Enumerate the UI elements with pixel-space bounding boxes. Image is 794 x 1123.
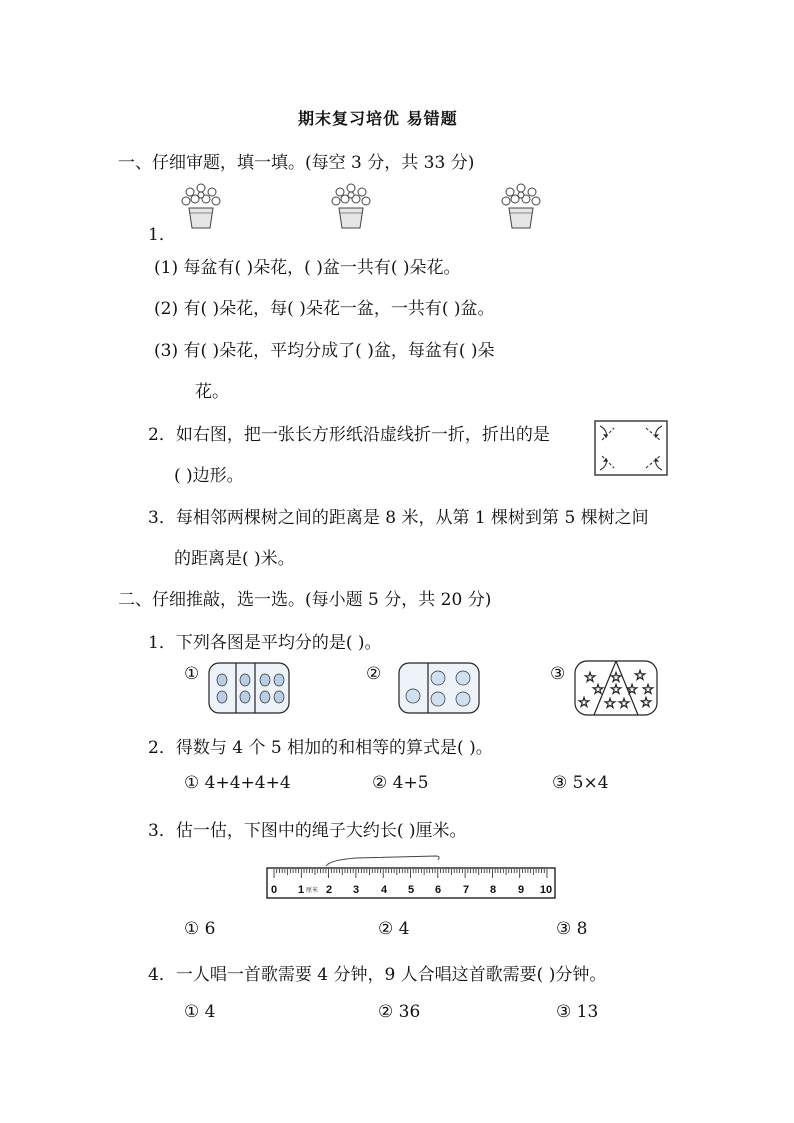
ruler-label-5: 5 (407, 884, 415, 896)
flower-pot-image-1 (178, 182, 224, 232)
ruler-label-4: 4 (380, 884, 388, 896)
ruler-label-10: 10 (539, 884, 553, 896)
section1-heading: 一、仔细审题，填一填。(每空 3 分，共 33 分) (118, 153, 475, 173)
q1-sub1: (1) 每盆有( )朵花，( )盆一共有( )朵花。 (154, 258, 461, 278)
s2-q4-question: 4．一人唱一首歌需要 4 分钟，9 人合唱这首歌需要( )分钟。 (148, 965, 607, 985)
svg-text:☆: ☆ (633, 668, 647, 684)
ruler-label-6: 6 (434, 884, 442, 896)
q1-sub3-line1: (3) 有( )朵花，平均分成了( )盆，每盆有( )朵 (154, 341, 495, 361)
s2-q1-option-2-label: ② (366, 664, 382, 684)
ruler-unit: 厘米 (306, 887, 319, 894)
s2-q1-option-1-label: ① (184, 664, 200, 684)
s2-q3-option-1: ① 6 (184, 919, 216, 939)
q1-number: 1． (148, 225, 176, 245)
ruler-label-0: 0 (270, 884, 278, 896)
ruler-label-8: 8 (489, 884, 497, 896)
svg-text:☆: ☆ (591, 682, 605, 698)
s2-q1-question: 1．下列各图是平均分的是( )。 (148, 633, 382, 653)
svg-text:☆: ☆ (603, 696, 617, 712)
folded-paper-diagram (594, 420, 668, 476)
svg-text:☆: ☆ (639, 695, 653, 711)
svg-text:☆: ☆ (609, 670, 623, 686)
ruler-with-rope (266, 852, 558, 902)
page-title: 期末复习培优 易错题 (298, 109, 458, 128)
s2-q4-option-2: ② 36 (378, 1002, 421, 1022)
s2-q3-option-3: ③ 8 (556, 919, 588, 939)
svg-text:☆: ☆ (583, 670, 597, 686)
q3-line2: 的距离是( )米。 (174, 549, 295, 569)
svg-text:☆: ☆ (641, 682, 655, 698)
s2-q3-option-2: ② 4 (378, 919, 410, 939)
s2-q2-question: 2．得数与 4 个 5 相加的和相等的算式是( )。 (148, 738, 493, 758)
option-1-divided-figure (208, 662, 290, 714)
svg-text:☆: ☆ (577, 695, 591, 711)
q3-line1: 3．每相邻两棵树之间的距离是 8 米，从第 1 棵树到第 5 棵树之间 (148, 508, 649, 528)
q2-line2: ( )边形。 (174, 466, 244, 486)
flower-pot-image-3 (498, 182, 544, 232)
ruler-label-3: 3 (352, 884, 360, 896)
svg-text:☆: ☆ (617, 696, 631, 712)
ruler-label-7: 7 (462, 884, 470, 896)
option-2-divided-figure (398, 662, 480, 714)
s2-q2-option-3: ③ 5×4 (552, 773, 609, 793)
s2-q2-option-1: ① 4+4+4+4 (184, 773, 291, 793)
svg-text:☆: ☆ (609, 682, 623, 698)
q2-line1: 2．如右图，把一张长方形纸沿虚线折一折，折出的是 (148, 425, 550, 445)
q1-sub3-line2: 花。 (195, 382, 229, 402)
section2-heading: 二、仔细推敲，选一选。(每小题 5 分，共 20 分) (118, 590, 492, 610)
option-3-divided-figure (574, 660, 658, 716)
ruler-label-9: 9 (517, 884, 525, 896)
svg-text:☆: ☆ (625, 682, 639, 698)
q1-sub2: (2) 有( )朵花，每( )朵花一盆，一共有( )盆。 (154, 299, 495, 319)
flower-pot-image-2 (328, 182, 374, 232)
ruler-label-2: 2 (325, 884, 333, 896)
s2-q3-question: 3．估一估，下图中的绳子大约长( )厘米。 (148, 821, 467, 841)
ruler-label-1: 1 (297, 884, 305, 896)
rope (326, 856, 439, 866)
s2-q4-option-3: ③ 13 (556, 1002, 599, 1022)
s2-q4-option-1: ① 4 (184, 1002, 216, 1022)
s2-q1-option-3-label: ③ (550, 664, 566, 684)
s2-q2-option-2: ② 4+5 (372, 773, 429, 793)
